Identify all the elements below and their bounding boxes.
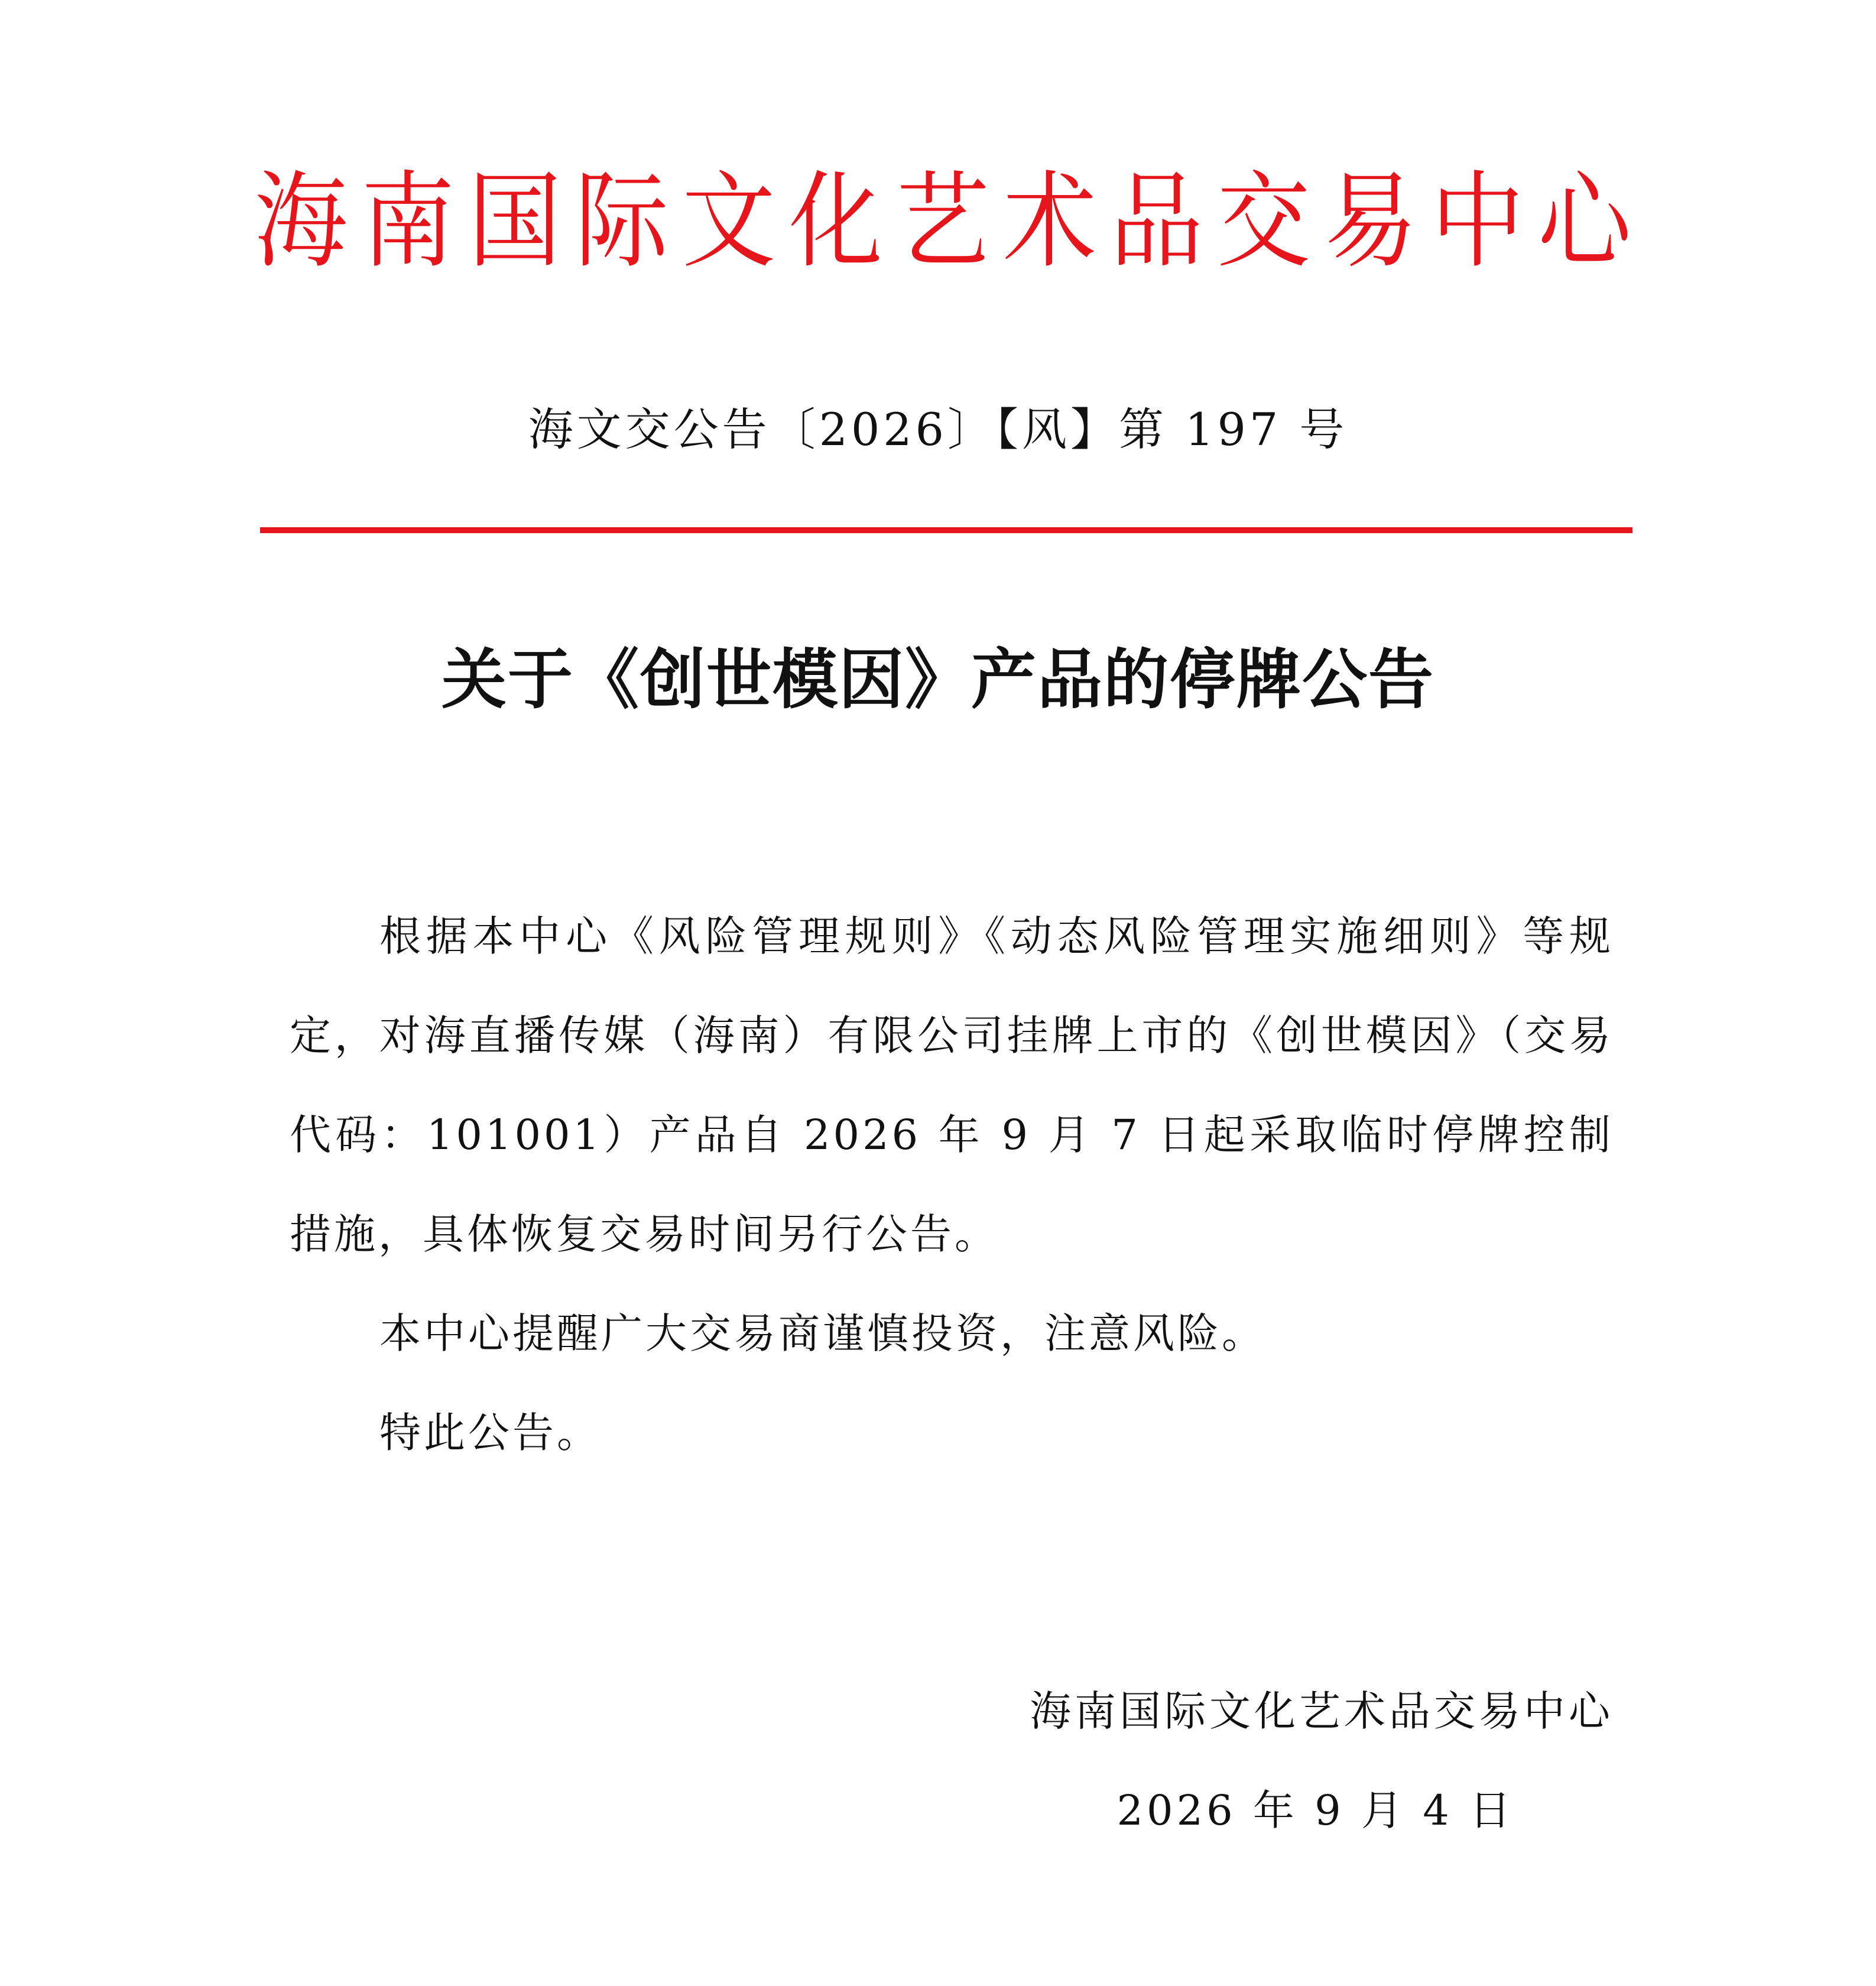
letterhead-char: 术 <box>1003 160 1096 283</box>
issue-date: 2026 年 9 月 4 日 <box>1116 1786 1514 1835</box>
letterhead-char: 艺 <box>896 160 989 283</box>
letterhead-char: 易 <box>1324 160 1417 283</box>
announcement-title: 关于《创世模因》产品的停牌公告 <box>442 641 1434 718</box>
letterhead-char: 际 <box>575 160 668 283</box>
letterhead-char: 心 <box>1538 160 1631 283</box>
letterhead-char: 国 <box>468 160 561 283</box>
letterhead-char: 化 <box>789 160 882 283</box>
letterhead-char: 交 <box>1217 160 1310 283</box>
letterhead-char: 海 <box>254 160 348 283</box>
letterhead-char: 文 <box>682 160 775 283</box>
announcement-body <box>290 887 1614 1482</box>
issuer-signature: 海南国际文化艺术品交易中心 <box>1030 1687 1614 1735</box>
letterhead-org-name <box>254 154 1631 290</box>
body-paragraph: 本中心提醒广大交易商谨慎投资，注意风险。 <box>379 1309 1266 1358</box>
body-paragraph: 特此公告。 <box>379 1409 601 1457</box>
document-number: 海文交公告〔2026〕【风】第 197 号 <box>528 403 1348 456</box>
letterhead-char: 南 <box>361 160 455 283</box>
body-paragraph: 根据本中心《风险管理规则》《动态风险管理实施细则》等规定，对海直播传媒（海南）有限公司挂牌上市的《创世模因》（交易代码：101001）产品自 2026 年 9 月 7 日起采取临时停牌控制措施，具体恢复交易时间另行公告。 <box>290 912 1614 1258</box>
letterhead-char: 中 <box>1431 160 1524 283</box>
red-divider-line <box>260 527 1632 533</box>
letterhead-char: 品 <box>1110 160 1203 283</box>
